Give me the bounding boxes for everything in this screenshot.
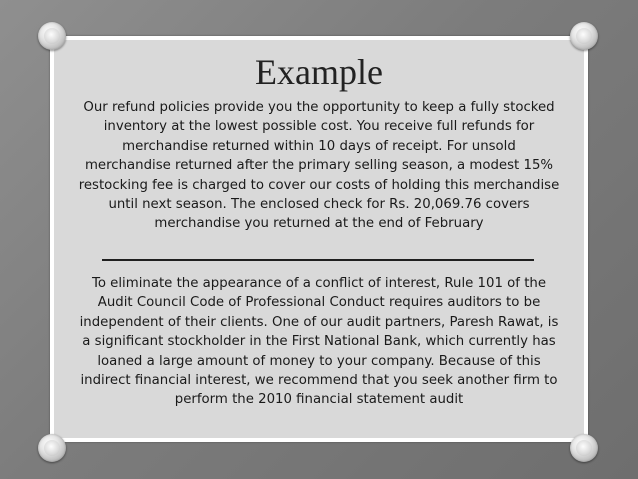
- section-divider: [102, 259, 534, 261]
- screw-icon: [570, 434, 598, 462]
- screw-icon: [38, 434, 66, 462]
- screw-icon: [570, 22, 598, 50]
- refund-policy-paragraph: Our refund policies provide you the opportunity to keep a fully stocked inventory at the lowest possible cost. You receive full refunds for merchandise returned within 10 days of receipt. For unsold merchandise returned after the primary selling season, a modest 15% restocking fee is charged to cover our costs of holding this merchandise until next season. The enclosed check for Rs. 20,069.76 covers merchandise you returned at the end of February: [78, 100, 560, 232]
- slide-title: Example: [255, 52, 383, 92]
- conflict-of-interest-paragraph: To eliminate the appearance of a conflict of interest, Rule 101 of the Audit Council Code of Professional Conduct requires auditors to be independent of their clients. One of our audit partners, Paresh Rawat, is a significant stockholder in the First National Bank, which currently has loaned a large amount of money to your company. Because of this indirect financial interest, we recommend that you seek another firm to perform the 2010 financial statement audit: [79, 276, 559, 408]
- screw-icon: [38, 22, 66, 50]
